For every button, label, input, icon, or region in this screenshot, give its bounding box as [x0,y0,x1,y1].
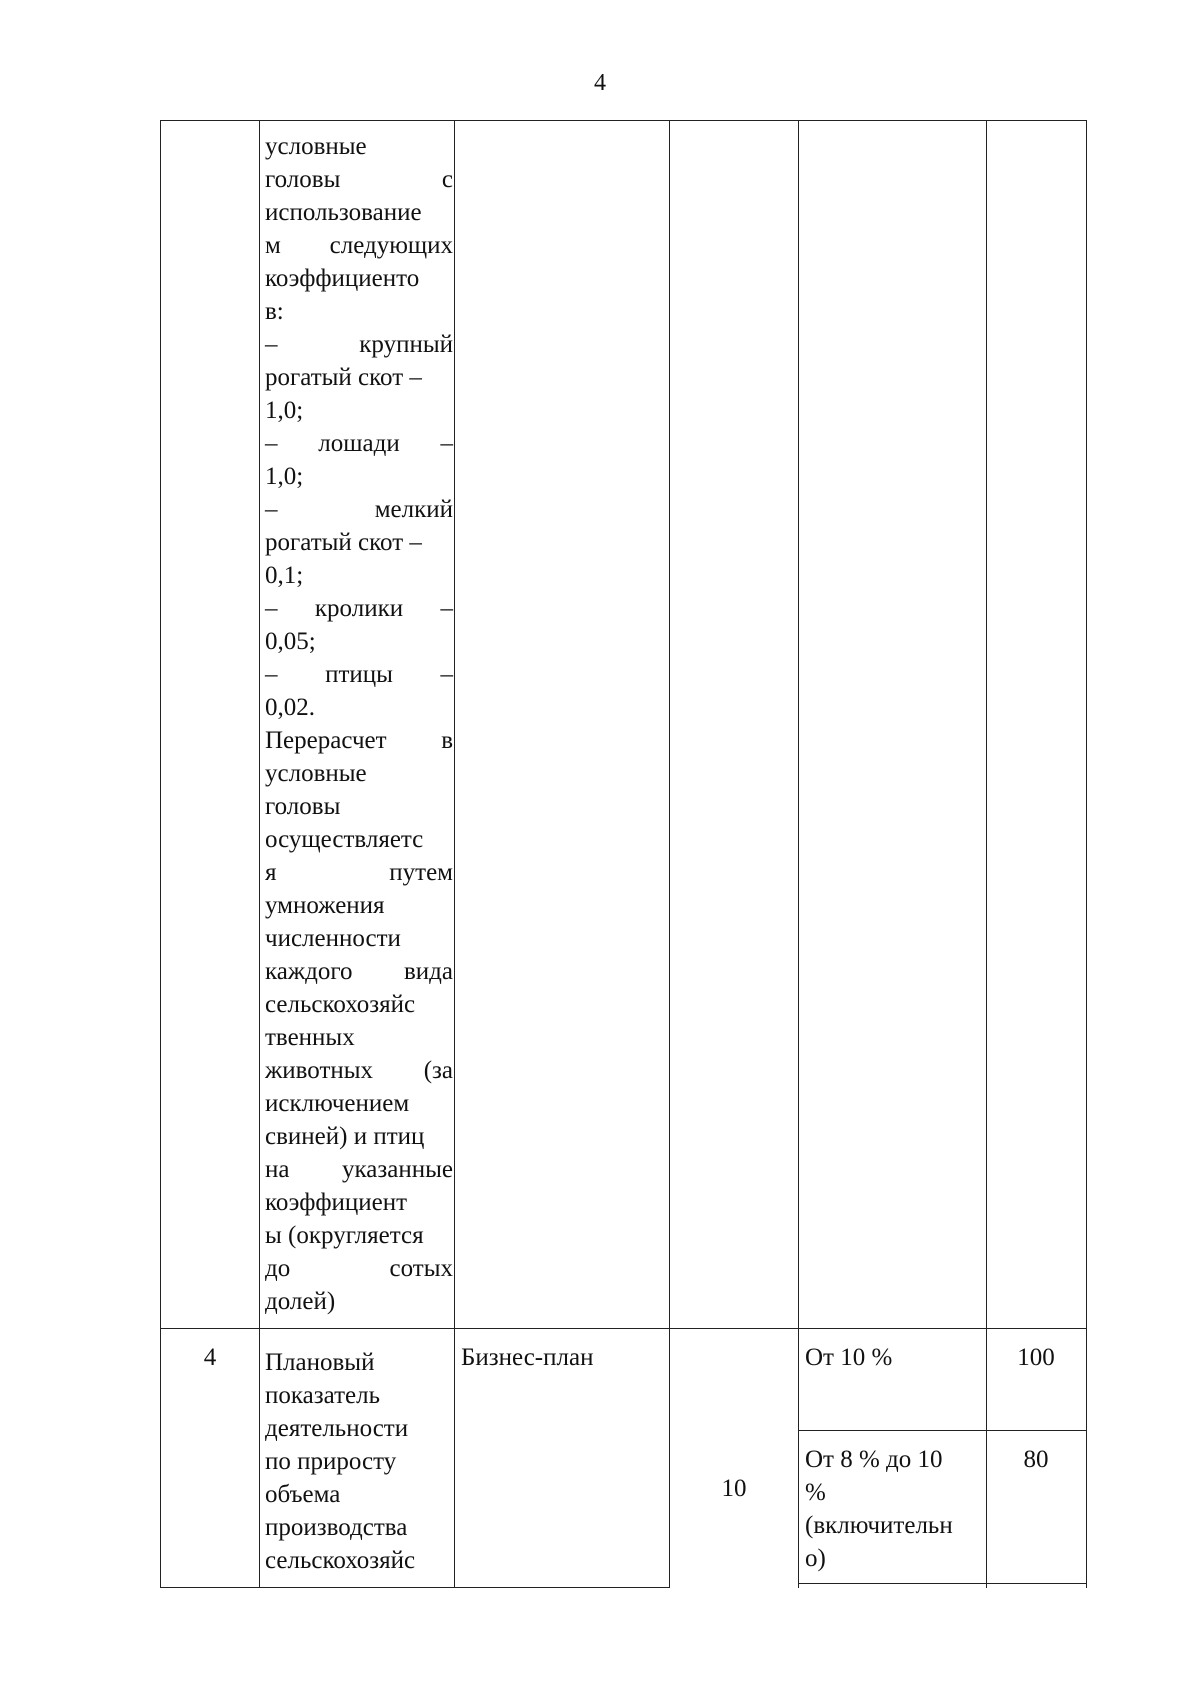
row-number: 4 [203,1344,217,1371]
cell-text-line: сельскохозяйс [265,1547,416,1574]
table-border-bottom-left [160,1587,670,1588]
table-border-bottom-right [798,1583,1087,1584]
cell-text-line: – мелкий [265,496,453,523]
cell-text-line: на указанные [265,1156,453,1183]
criterion-cell [265,1346,453,1577]
cell-text-line: головы [265,793,341,820]
cell-text-line: От 10 % [805,1344,893,1371]
table-border-col3 [669,120,670,1588]
cell-text-line: Плановый [265,1349,375,1376]
cell-text-line: 0,1; [265,562,304,589]
cell-text-line: свиней) и птиц [265,1123,425,1150]
range-cell-2 [805,1443,985,1575]
criterion-continuation-cell [265,130,453,1318]
cell-text-line: – кролики – [265,595,453,622]
table-border-col2 [454,120,455,1588]
cell-text-line: осуществляетс [265,826,424,853]
cell-text-line: Перерасчет в [265,727,453,754]
row-separator [160,1328,1087,1329]
cell-text-line: животных (за [265,1057,453,1084]
range-cell-1 [805,1341,985,1374]
points-cell-1: 100 [1017,1344,1055,1371]
cell-text-line: использование [265,199,422,226]
cell-text-line: 0,02. [265,694,315,721]
page-number: 4 [594,70,606,96]
source-cell: Бизнес-план [461,1344,594,1371]
cell-text-line: коэффициент [265,1189,408,1216]
cell-text-line: условные [265,760,367,787]
cell-text-line: деятельности [265,1415,409,1442]
cell-text-line: – лошади – [265,430,453,457]
cell-text-line: объема [265,1481,341,1508]
cell-text-line: коэффициенто [265,265,420,292]
cell-text-line: умножения [265,892,385,919]
cell-text-line: каждого вида [265,958,453,985]
range-separator [798,1430,1087,1431]
cell-text-line: исключением [265,1090,410,1117]
table-border-col4 [798,120,799,1588]
cell-text-line: рогатый скот – [265,529,422,556]
cell-text-line: долей) [265,1288,336,1315]
cell-text-line: о) [805,1545,826,1572]
cell-text-line: по приросту [265,1448,397,1475]
cell-text-line: показатель [265,1382,380,1409]
cell-text-line: От 8 % до 10 [805,1446,943,1473]
table-border-right [1086,120,1087,1588]
cell-text-line: численности [265,925,401,952]
cell-text-line: сельскохозяйс [265,991,416,1018]
cell-text-line: я путем [265,859,453,886]
table-border-top [160,120,1087,121]
cell-text-line: (включительн [805,1512,953,1539]
points-cell-2: 80 [1023,1446,1049,1473]
cell-text-line: рогатый скот – [265,364,422,391]
cell-text-line: м следующих [265,232,453,259]
cell-text-line: в: [265,298,284,325]
cell-text-line: производства [265,1514,408,1541]
cell-text-line: головы с [265,166,453,193]
cell-text-line: до сотых [265,1255,453,1282]
cell-text-line: ы (округляется [265,1222,424,1249]
cell-text-line: твенных [265,1024,355,1051]
cell-text-line: – птицы – [265,661,453,688]
cell-text-line: – крупный [265,331,453,358]
cell-text-line: % [805,1479,826,1506]
cell-text-line: 0,05; [265,628,316,655]
cell-text-line: 1,0; [265,397,304,424]
weight-cell: 10 [721,1475,747,1502]
cell-text-line: 1,0; [265,463,304,490]
cell-text-line: условные [265,133,367,160]
